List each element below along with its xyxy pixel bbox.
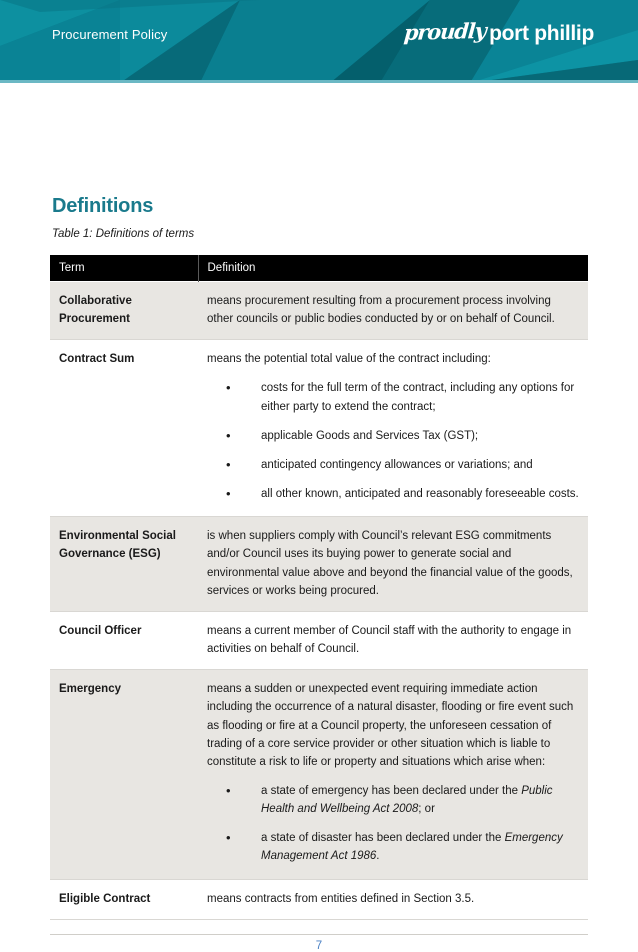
logo-script-text: proudly	[402, 17, 487, 45]
table-row	[50, 879, 588, 919]
banner-bottom-accent-line	[0, 80, 638, 83]
logo-bold-text: port phillip	[489, 22, 594, 45]
definition-text: means a sudden or unexpected event requiring immediate action including the occurrence of a natural disaster, flooding or fire event such as flooding or fire at a Council property, the unforeseen cessation of trading of a core service provider or other situation which is liable to constitute a risk to life or property and situations which arise when:	[207, 683, 574, 768]
definition-text: is when suppliers comply with Council’s relevant ESG commitments and/or Council uses its buying power to generate social and environmental value above and beyond the financial value of the goods, services or works being procured.	[207, 530, 573, 597]
definition-bullet-item	[207, 782, 579, 818]
definition-text: means procurement resulting from a procurement process involving other councils or public bodies conducted by or on behalf of Council.	[207, 295, 555, 326]
table-row	[50, 282, 588, 340]
table-body	[50, 282, 588, 920]
bullet-text-fragment: .	[376, 850, 380, 863]
definition-cell	[198, 670, 588, 879]
legislation-name: Public Health and Wellbeing Act 2008	[261, 784, 553, 816]
term-cell: Contract Sum	[50, 340, 198, 517]
term-cell: Environmental Social Governance (ESG)	[50, 517, 198, 612]
footer-divider	[50, 934, 588, 935]
definition-cell	[198, 282, 588, 340]
table-caption: Table 1: Definitions of terms	[52, 228, 195, 240]
page-title: Definitions	[52, 195, 154, 217]
page-number: 7	[315, 940, 323, 952]
definition-bullet-item: • applicable Goods and Services Tax (GST);	[207, 427, 579, 445]
table-row	[50, 517, 588, 612]
table-header	[50, 255, 588, 282]
legislation-name: Emergency Management Act 1986	[261, 832, 563, 863]
definition-cell	[198, 340, 588, 517]
definition-bullet-item: • all other known, anticipated and reasonably foreseeable costs.	[207, 485, 579, 503]
definition-bullet-item	[207, 829, 579, 865]
term-cell: Emergency	[50, 670, 198, 879]
bullet-text-fragment: ; or	[418, 803, 435, 816]
column-header-definition: Definition	[198, 255, 588, 282]
definition-cell	[198, 611, 588, 669]
definition-bullet-item: • costs for the full term of the contract, including any options for either party to extend the contract;	[207, 379, 579, 415]
bullet-text-fragment: a state of disaster has been declared under the	[261, 832, 505, 845]
definition-text: means contracts from entities defined in Section 3.5.	[207, 892, 475, 905]
table-header-row	[50, 255, 588, 282]
definition-cell	[198, 517, 588, 612]
port-phillip-logo	[402, 17, 594, 46]
term-cell: Collaborative Procurement	[50, 282, 198, 340]
document-title: Procurement Policy	[52, 27, 168, 42]
definition-text: means a current member of Council staff with the authority to engage in activities on behalf of Council.	[207, 624, 572, 656]
definition-bullet-list	[207, 379, 579, 503]
definition-text: means the potential total value of the contract including:	[207, 353, 491, 366]
definition-bullet-item: • anticipated contingency allowances or variations; and	[207, 456, 579, 474]
definition-cell	[198, 879, 588, 919]
definition-bullet-list	[207, 782, 579, 866]
definitions-table	[50, 255, 588, 920]
term-cell: Eligible Contract	[50, 879, 198, 919]
page-header-banner	[0, 0, 638, 83]
table-row	[50, 670, 588, 879]
table-row	[50, 340, 588, 517]
column-header-term: Term	[50, 255, 198, 282]
table-row	[50, 611, 588, 669]
term-cell: Council Officer	[50, 611, 198, 669]
bullet-text-fragment: a state of emergency has been declared under the	[261, 784, 522, 797]
